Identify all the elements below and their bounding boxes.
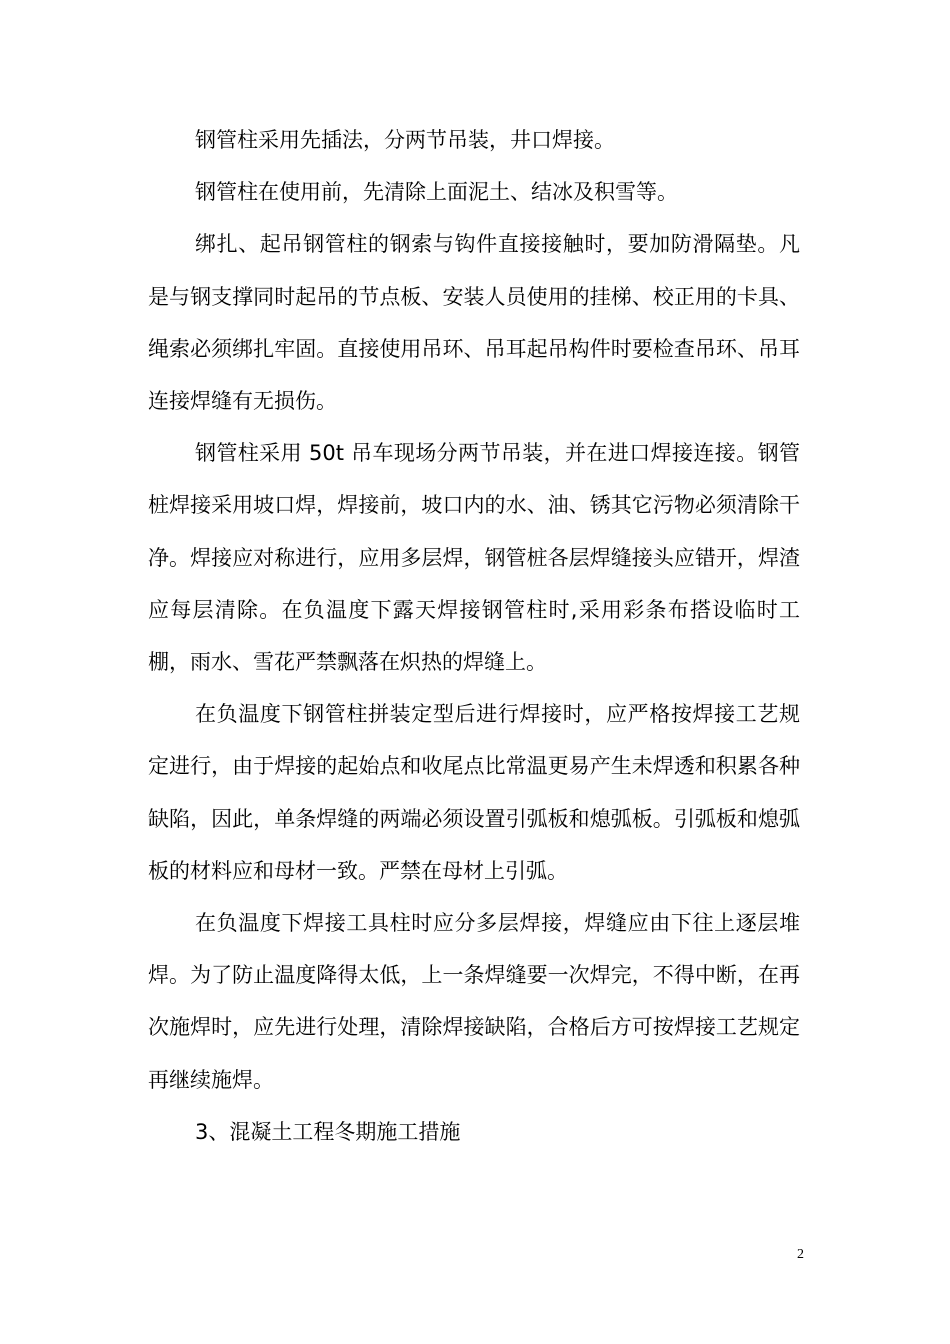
paragraph: 绑扎、起吊钢管柱的钢索与钩件直接接触时，要加防滑隔垫。凡是与钢支撑同时起吊的节点板、安装人员使用的挂梯、校正用的卡具、绳索必须绑扎牢固。直接使用吊环、吊耳起吊构件时要检查吊环、吊耳连接焊缝有无损伤。 [148, 232, 800, 414]
paragraph: 钢管柱在使用前，先清除上面泥土、结冰及积雪等。 [195, 180, 678, 205]
page-number: 2 [797, 1247, 804, 1262]
paragraph: 在负温度下钢管柱拼装定型后进行焊接时，应严格按焊接工艺规定进行，由于焊接的起始点和收尾点比常温更易产生未焊透和积累各种缺陷，因此，单条焊缝的两端必须设置引弧板和熄弧板。引弧板和熄弧板的材料应和母材一致。严禁在母材上引弧。 [148, 702, 800, 883]
document-body [148, 114, 800, 1158]
paragraph: 钢管柱采用 50t 吊车现场分两节吊装，并在进口焊接连接。钢管桩焊接采用坡口焊，焊接前，坡口内的水、油、锈其它污物必须清除干净。焊接应对称进行，应用多层焊，钢管桩各层焊缝接头应错开，焊渣应每层清除。在负温度下露天焊接钢管柱时,采用彩条布搭设临时工棚，雨水、雪花严禁飘落在炽热的焊缝上。 [148, 441, 800, 675]
paragraph: 钢管柱采用先插法，分两节吊装，井口焊接。 [195, 128, 615, 152]
paragraph: 在负温度下焊接工具柱时应分多层焊接，焊缝应由下往上逐层堆焊。为了防止温度降得太低，上一条焊缝要一次焊完，不得中断，在再次施焊时，应先进行处理，清除焊接缺陷，合格后方可按焊接工艺规定再继续施焊。 [148, 911, 800, 1092]
section-heading: 3、混凝土工程冬期施工措施 [195, 1119, 461, 1144]
